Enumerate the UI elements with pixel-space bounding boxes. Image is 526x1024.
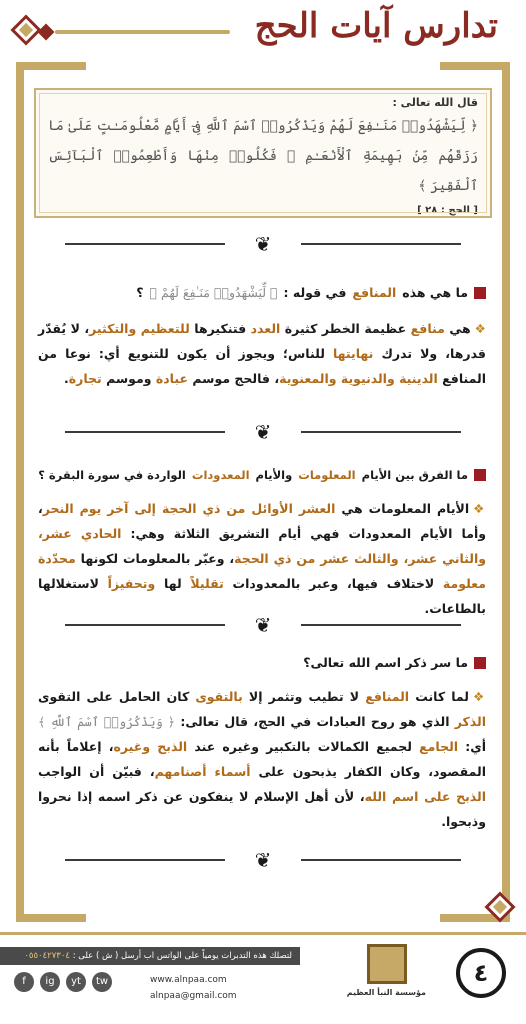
answer-text: . bbox=[64, 371, 69, 386]
ornament-icon bbox=[486, 893, 516, 923]
answer-text: عظيمة الخطر كثيرة bbox=[280, 321, 411, 336]
quote-intro: قال الله تعالى : bbox=[392, 96, 478, 109]
highlighted-text: بالتقوى bbox=[195, 689, 243, 704]
section3-question: ما سر ذكر اسم الله تعالى؟ bbox=[303, 655, 486, 670]
diamond-bullet-icon: ❖ bbox=[473, 689, 486, 704]
highlighted-text: الذكر bbox=[454, 714, 486, 729]
answer-text: ، فالحج موسم bbox=[188, 371, 280, 386]
subscribe-text: لتصلك هذه التدبرات يومياً على الواتس اب أرسل ( ش ) على : bbox=[72, 951, 292, 961]
section1-question: ما هي هذه المنافع في قوله : ﴿ لِّيَشْهَدُوا۟ مَنَـٰفِعَ لَهُمْ ﴾ ؟ bbox=[136, 285, 486, 300]
answer-text: ، وأما الأيام المعدودات فهي أيام التشريق الثلاثة وهي: bbox=[38, 501, 486, 541]
answer-text: لما كانت bbox=[409, 689, 469, 704]
square-bullet-icon bbox=[474, 469, 486, 481]
frame-border bbox=[440, 62, 510, 70]
flourish-icon: ❦ bbox=[254, 613, 272, 637]
answer-text: ، إعلاماً بأنه المقصود، وكان الكفار يذبحون على bbox=[38, 739, 486, 779]
title-line bbox=[55, 30, 230, 34]
org-name: مؤسسة النبأ العظيم bbox=[346, 988, 426, 997]
answer-text: فتنكيرها bbox=[189, 321, 251, 336]
highlighted-text: الذبح وغيره bbox=[113, 739, 188, 754]
answer-text: ، وعبّر بالمعلومات لكونها bbox=[75, 551, 235, 566]
answer-text: لجميع الكمالات بالتكبير وغيره عند bbox=[187, 739, 420, 754]
twitter-icon[interactable]: tw bbox=[92, 972, 112, 992]
org-logo bbox=[348, 944, 426, 1014]
frame-border bbox=[16, 62, 24, 922]
quran-verse: ﴿ لِّيَشْهَدُوا۟ مَنَـٰفِعَ لَهُمْ وَيَذْكُرُوا۟ ٱسْمَ ٱللَّهِ فِىٓ أَيَّامٍ مَّعْلُومَـٰتٍ عَلَىٰ مَا رَزَقَهُم مِّنۢ بَهِيمَةِ ٱلْأَنْعَـٰمِ ۖ فَكُلُوا۟ مِنْهَا وَأَطْعِمُوا۟ ٱلْبَآئِسَ ٱلْفَقِيرَ ﴾ bbox=[48, 118, 478, 194]
answer-text: الأيام المعلومات هي bbox=[335, 501, 470, 516]
facebook-icon[interactable]: f bbox=[14, 972, 34, 992]
contact-info bbox=[150, 972, 237, 1004]
square-bullet-icon bbox=[474, 287, 486, 299]
diamond-bullet-icon: ❖ bbox=[473, 501, 486, 516]
answer-text: ﴿ وَيَذْكُرُوا۟ ٱسْمَ ٱللَّهِ ﴾ bbox=[38, 714, 176, 729]
answer-text: الذي هو روح العبادات في الحج، قال تعالى: bbox=[175, 714, 455, 729]
email-link[interactable]: alnpaa@gmail.com bbox=[150, 991, 237, 1001]
page-title: تدارس آيات الحج bbox=[254, 6, 498, 46]
section1-answer bbox=[38, 316, 486, 391]
footer-line bbox=[0, 932, 526, 935]
flourish-icon: ❦ bbox=[254, 848, 272, 872]
frame-border bbox=[502, 62, 510, 922]
highlighted-text: العدد bbox=[250, 321, 281, 336]
flourish-icon: ❦ bbox=[254, 232, 272, 256]
website-link[interactable]: www.alnpaa.com bbox=[150, 975, 227, 985]
answer-text: ، لا يُقدّر قدرها، ولا تدرك bbox=[38, 321, 486, 361]
phone-number[interactable]: ٠٥٥٠٤٢٧٣٠٤ bbox=[24, 951, 70, 961]
highlighted-text: تقليلاً bbox=[190, 576, 224, 591]
answer-text: هي bbox=[444, 321, 471, 336]
highlighted-text: محدّدة معلومة bbox=[38, 551, 486, 591]
highlighted-text: الجامع bbox=[419, 739, 459, 754]
highlighted-text: وتحفيزاً bbox=[107, 576, 156, 591]
answer-text: ، لأن أهل الإسلام لا ينفكون عن ذكر اسمه إذا نحروا وذبحوا. bbox=[38, 789, 486, 829]
answer-text: أي: bbox=[458, 739, 486, 754]
page-number: ٤ bbox=[456, 948, 506, 998]
footer bbox=[0, 930, 526, 1024]
highlighted-text: تجارة bbox=[68, 371, 102, 386]
highlighted-text: الذبح على اسم الله bbox=[364, 789, 486, 804]
highlighted-text: للتعظيم والتكثير bbox=[89, 321, 190, 336]
frame-border bbox=[16, 62, 86, 70]
answer-text: لا تطيب وتثمر إلا bbox=[242, 689, 366, 704]
youtube-icon[interactable]: yt bbox=[66, 972, 86, 992]
section-divider bbox=[50, 232, 476, 256]
section-divider bbox=[50, 613, 476, 637]
square-bullet-icon bbox=[474, 657, 486, 669]
highlighted-text: أسماء أصنامهم bbox=[154, 764, 251, 779]
quran-quote-box bbox=[34, 88, 492, 218]
answer-text: وموسم bbox=[101, 371, 156, 386]
subscribe-bar bbox=[0, 947, 300, 965]
section3-answer bbox=[38, 684, 486, 834]
highlighted-text: نهايتها bbox=[332, 346, 374, 361]
highlighted-text: العشر الأوائل من ذي الحجة إلى آخر يوم النحر bbox=[42, 501, 336, 516]
section-divider bbox=[50, 420, 476, 444]
diamond-bullet-icon: ❖ bbox=[474, 321, 486, 336]
frame-border bbox=[16, 914, 86, 922]
highlighted-text: منافع bbox=[410, 321, 445, 336]
answer-text: لها bbox=[155, 576, 191, 591]
verse-reference: [ الحج : ٢٨ ] bbox=[417, 205, 478, 216]
answer-text: كان الحامل على التقوى bbox=[38, 689, 196, 704]
answer-text: للناس؛ ويجوز أن يكون للتنويع أي: نوعا من المنافع bbox=[38, 346, 486, 386]
logo-mark-icon bbox=[367, 944, 407, 984]
highlighted-text: الدينية والدنيوية والمعنوية bbox=[279, 371, 438, 386]
highlighted-text: الحادي عشر، والثاني عشر، والثالث عشر من ذي الحجة bbox=[38, 526, 487, 566]
section2-answer bbox=[38, 496, 486, 621]
social-links bbox=[14, 972, 112, 992]
highlighted-text: عبادة bbox=[155, 371, 189, 386]
section-divider bbox=[50, 848, 476, 872]
instagram-icon[interactable]: ig bbox=[40, 972, 60, 992]
section2-question: ما الفرق بين الأيام المعلومات والأيام المعدودات الواردة في سورة البقرة ؟ bbox=[38, 468, 486, 482]
answer-text: لاستغلالها بالطاعات. bbox=[38, 576, 486, 616]
header bbox=[0, 0, 526, 60]
highlighted-text: المنافع bbox=[365, 689, 410, 704]
answer-text: لاختلاف فيها، وعبر بالمعدودات bbox=[223, 576, 443, 591]
answer-text: ، فبيّن أن الواجب bbox=[38, 764, 155, 779]
flourish-icon: ❦ bbox=[254, 420, 272, 444]
